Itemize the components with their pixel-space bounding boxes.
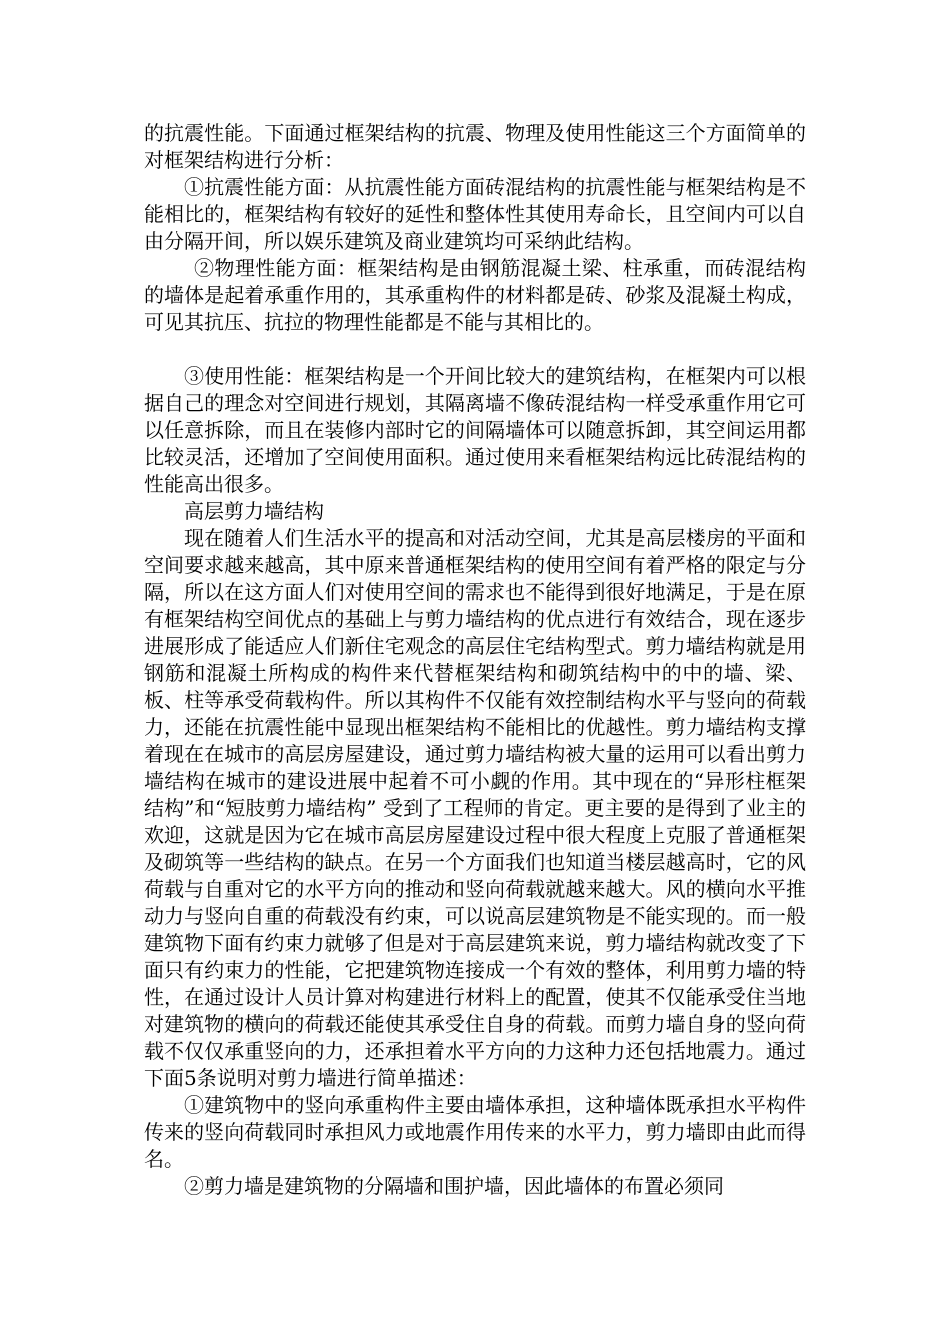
paragraph-intro: 的抗震性能。下面通过框架结构的抗震、物理及使用性能这三个方面简单的对框架结构进行分析： (144, 121, 806, 172)
paragraph-spacer (144, 336, 806, 363)
paragraph-physical-performance: ②物理性能方面：框架结构是由钢筋混凝土梁、柱承重，而砖混结构的墙体是起着承重作用的，其承重构件的材料都是砖、砂浆及混凝土构成，可见其抗压、抗拉的物理性能都是不能与其相比的。 (144, 256, 806, 334)
paragraph-shear-wall-point-2: ②剪力墙是建筑物的分隔墙和围护墙，因此墙体的布置必须同 (184, 1174, 724, 1198)
section-heading: 高层剪力墙结构 (184, 499, 324, 523)
document-page (144, 120, 806, 1200)
paragraph-seismic-performance: ①抗震性能方面：从抗震性能方面砖混结构的抗震性能与框架结构是不能相比的，框架结构有较好的延性和整体性其使用寿命长，且空间内可以自由分隔开间，所以娱乐建筑及商业建筑均可采纳此结构。 (144, 175, 806, 253)
paragraph-usage-performance: ③使用性能：框架结构是一个开间比较大的建筑结构，在框架内可以根据自己的理念对空间进行规划，其隔离墙不像砖混结构一样受承重作用它可以任意拆除，而且在装修内部时它的间隔墙体可以随意拆卸，其空间运用都比较灵活，还增加了空间使用面积。通过使用来看框架结构远比砖混结构的性能高出很多。 (144, 364, 806, 496)
paragraph-shear-wall-point-1: ①建筑物中的竖向承重构件主要由墙体承担，这种墙体既承担水平构件传来的竖向荷载同时承担风力或地震作用传来的水平力，剪力墙即由此而得名。 (144, 1093, 806, 1171)
paragraph-shear-wall-overview: 现在随着人们生活水平的提高和对活动空间，尤其是高层楼房的平面和空间要求越来越高，其中原来普通框架结构的使用空间有着严格的限定与分隔，所以在这方面人们对使用空间的需求也不能得到很好地满足，于是在原有框架结构空间优点的基础上与剪力墙结构的优点进行有效结合，现在逐步进展形成了能适应人们新住宅观念的高层住宅结构型式。剪力墙结构就是用钢筋和混凝土所构成的构件来代替框架结构和砌筑结构中的中的墙、梁、板、柱等承受荷载构件。所以其构件不仅能有效控制结构水平与竖向的荷载力，还能在抗震性能中显现出框架结构不能相比的优越性。剪力墙结构支撑着现在在城市的高层房屋建设，通过剪力墙结构被大量的运用可以看出剪力墙结构在城市的建设进展中起着不可小觑的作用。其中现在的“异形柱框架结构”和“短肢剪力墙结构” 受到了工程师的肯定。更主要的是得到了业主的欢迎，这就是因为它在城市高层房屋建设过程中很大程度上克服了普通框架及砌筑等一些结构的缺点。在另一个方面我们也知道当楼层越高时，它的风荷载与自重对它的水平方向的推动和竖向荷载就越来越大。风的横向水平推动力与竖向自重的荷载没有约束，可以说高层建筑物是不能实现的。而一般建筑物下面有约束力就够了但是对于高层建筑来说，剪力墙结构就改变了下面只有约束力的性能，它把建筑物连接成一个有效的整体，利用剪力墙的特性，在通过设计人员计算对构建进行材料上的配置，使其不仅能承受住当地对建筑物的横向的荷载还能使其承受住自身的荷载。而剪力墙自身的竖向荷载不仅仅承重竖向的力，还承担着水平方向的力这种力还包括地震力。通过下面5条说明对剪力墙进行简单描述： (144, 526, 806, 1090)
